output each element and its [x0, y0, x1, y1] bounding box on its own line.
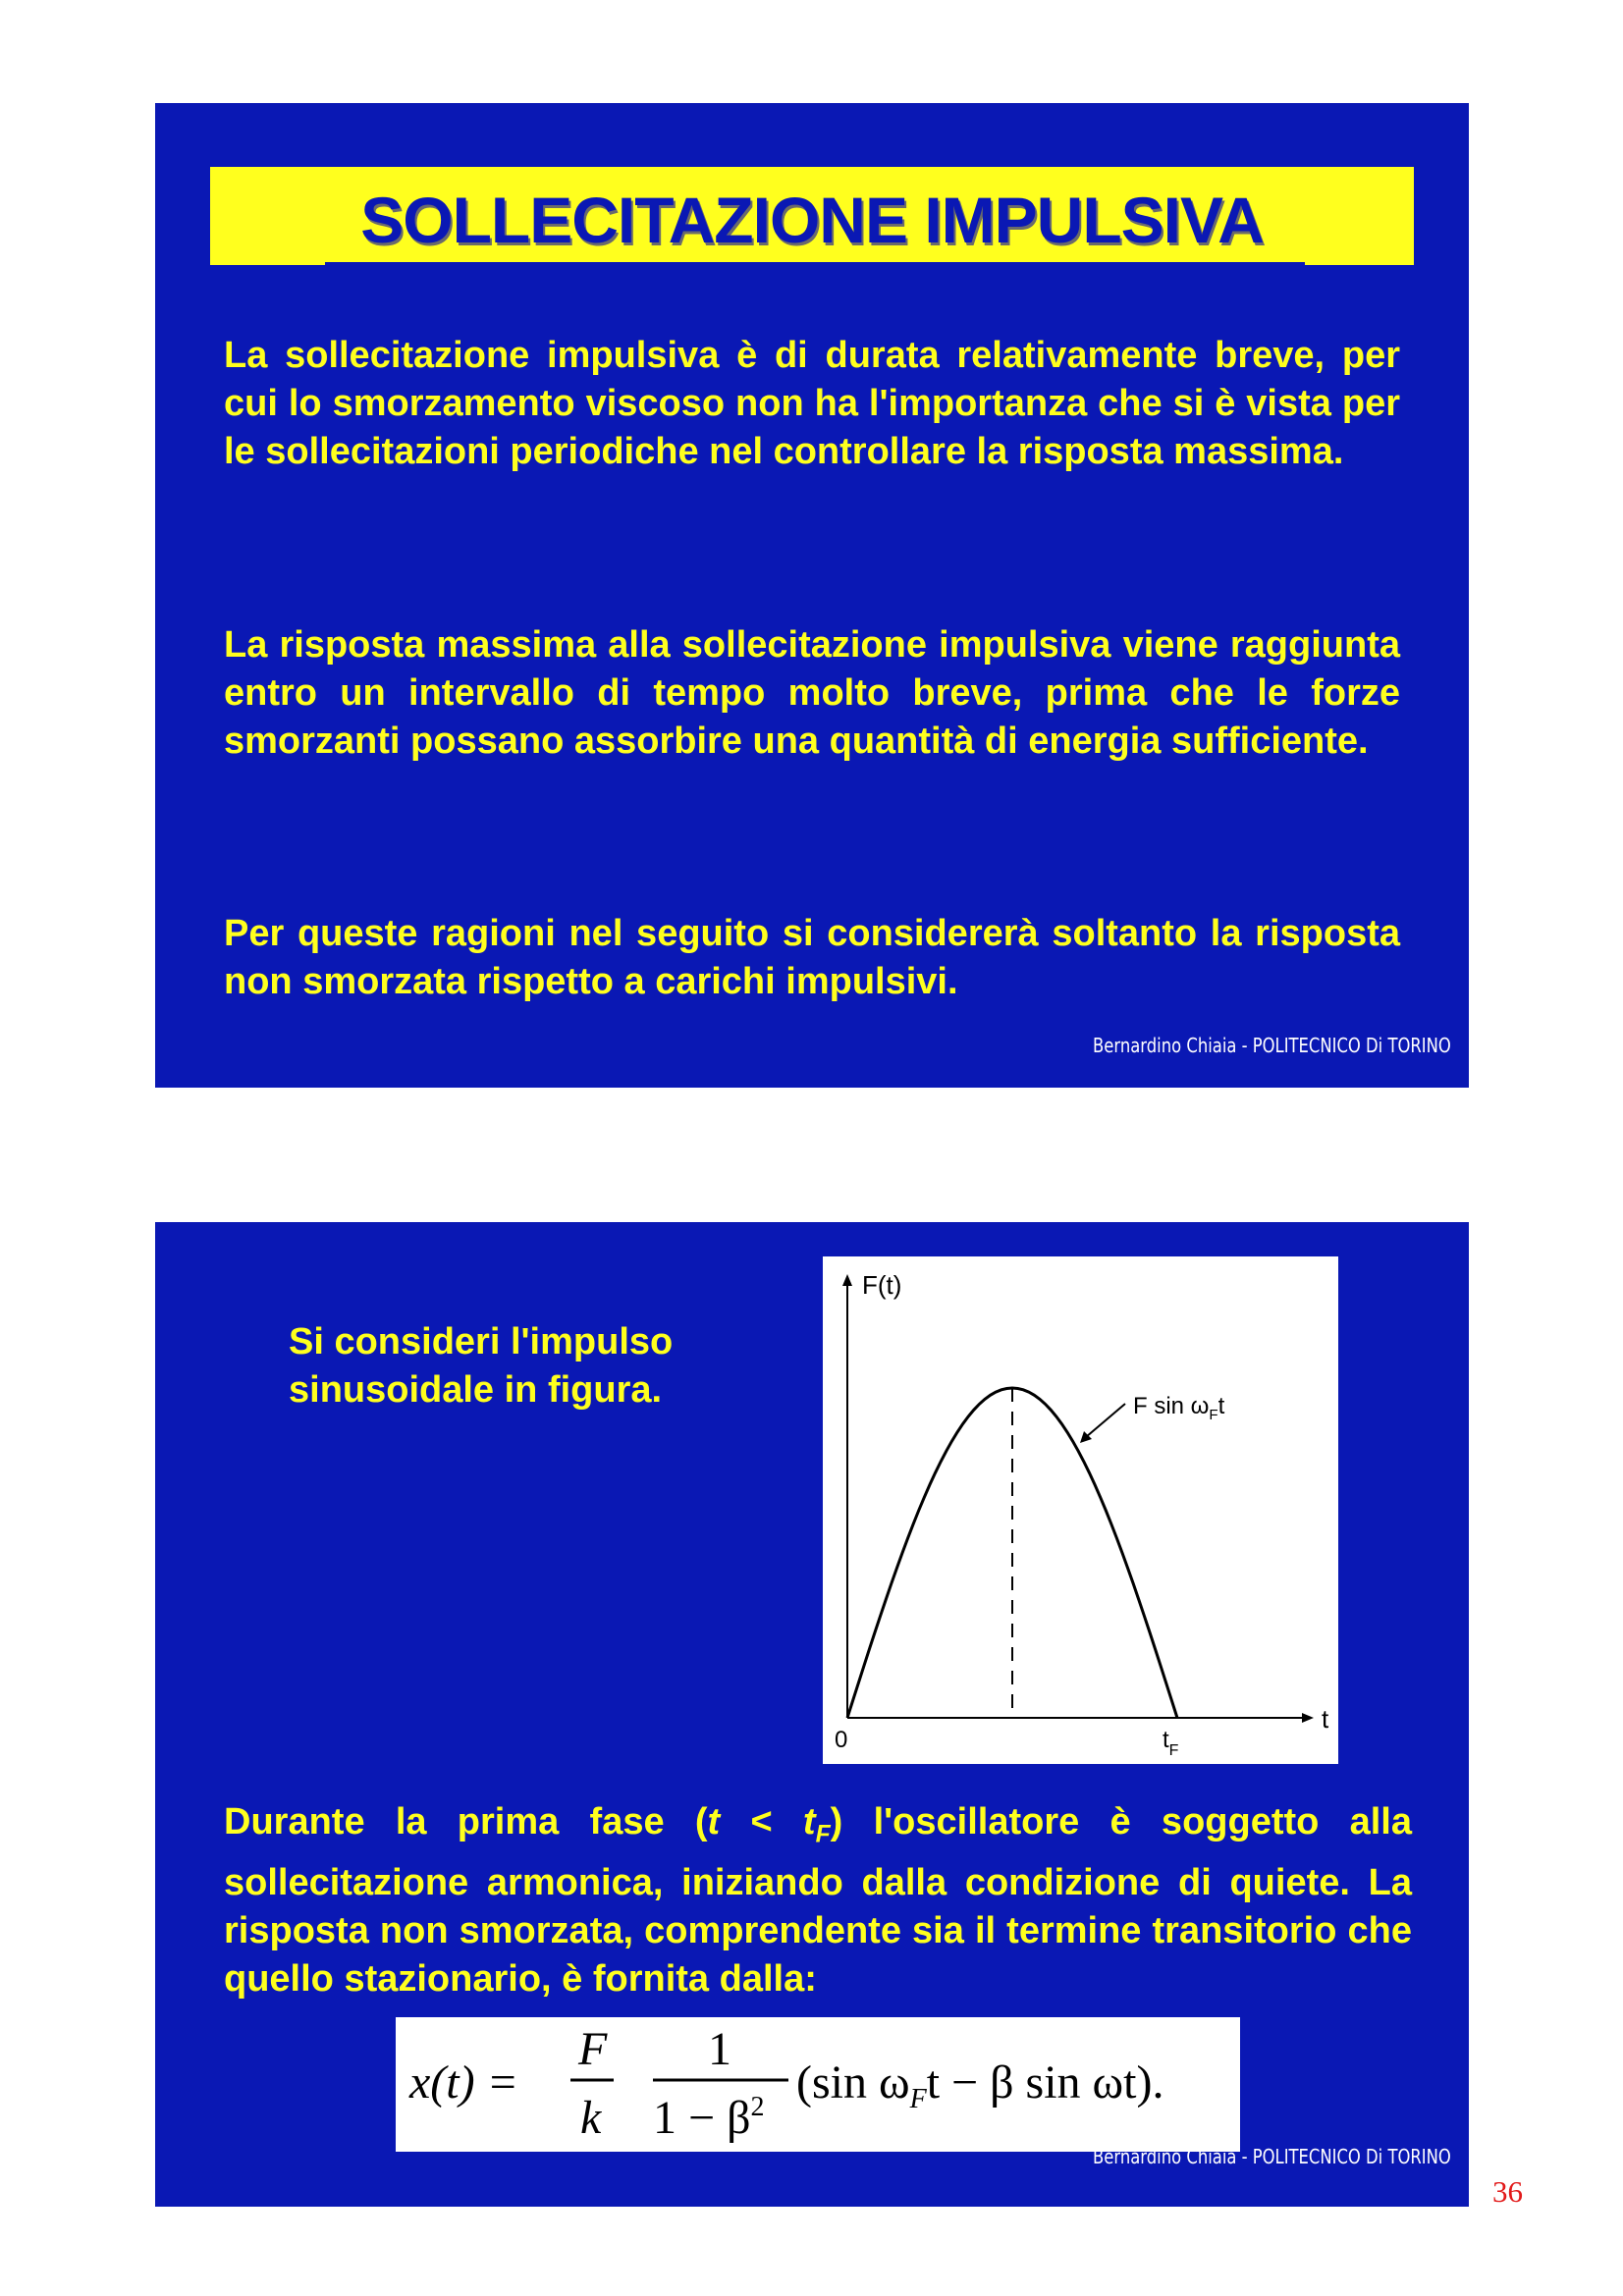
curve-label: F $\sin \omega_Ft$ — [1133, 1393, 1225, 1423]
response-formula — [396, 2017, 1240, 2152]
intro-text: Si consideri l'impulso sinusoidale in figura. — [289, 1321, 674, 1411]
title-band — [210, 167, 1414, 265]
y-axis-label: F(t) — [862, 1270, 902, 1300]
sine-pulse-figure — [823, 1256, 1338, 1764]
x-axis-arrow — [1302, 1713, 1314, 1723]
formula-frac2-num: 1 — [708, 2023, 731, 2075]
paragraph-first-phase: Durante la prima fase $(t < t_F)$ l'oscillatore è soggetto alla sollecitazione armonica, iniziando dalla condizione di quiete. La risposta non smorzata, comprendente sia il termine transitorio che quello stazionario, è fornita dalla: — [224, 1801, 1413, 2000]
formula-frac1-den: k — [580, 2092, 602, 2144]
slide-footer: Bernardino Chiaia - POLITECNICO Di TORINO — [1093, 2145, 1451, 2168]
origin-label: 0 — [835, 1727, 848, 1753]
paragraph-max-response: La risposta massima alla sollecitazione impulsiva viene raggiunta entro un intervallo di tempo molto breve, prima che le forze smorzanti possano assorbire una quantità di energia sufficiente. — [224, 624, 1400, 762]
slide-sollecitazione-impulsiva — [155, 103, 1469, 1088]
paragraph-undamped: Per queste ragioni nel seguito si considererà soltanto la risposta non smorzata rispetto a carichi impulsivi. — [224, 913, 1400, 1002]
paragraph-damping: La sollecitazione impulsiva è di durata relativamente breve, per cui lo smorzamento viscoso non ha l'importanza che si è vista per le sollecitazioni periodiche nel controllare la risposta massima. — [224, 335, 1400, 472]
slide-footer: Bernardino Chiaia - POLITECNICO Di TORINO — [1093, 1034, 1451, 1057]
slide-impulso-sinusoidale — [155, 1222, 1469, 2207]
page-number: 36 — [1492, 2174, 1523, 2209]
formula-rhs: (sin $\omega_Ft - \beta$ sin ωt). — [796, 2056, 1164, 2114]
tf-label: $t_F$ — [1163, 1727, 1179, 1759]
curve-label-leader — [1086, 1404, 1125, 1437]
title-underline — [325, 262, 1305, 265]
formula-frac1-num: F — [578, 2023, 608, 2075]
x-axis-label: t — [1322, 1704, 1329, 1734]
formula-frac2-den: $1 - \beta^2$ — [653, 2092, 765, 2144]
y-axis-arrow — [842, 1274, 852, 1286]
formula-render — [396, 2017, 1240, 2152]
formula-lhs: x(t) = — [409, 2056, 518, 2109]
sine-pulse-plot — [823, 1256, 1338, 1764]
slide-title: SOLLECITAZIONE IMPULSIVA — [360, 184, 1264, 256]
